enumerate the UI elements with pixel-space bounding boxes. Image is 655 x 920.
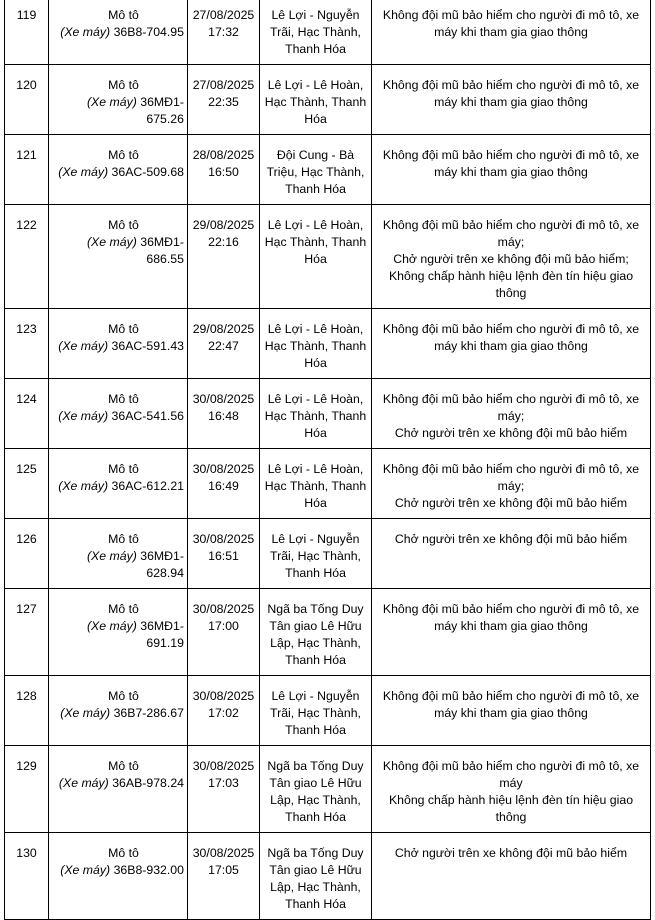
vehicle-type: Mô tô: [108, 148, 139, 162]
violation-date: 28/08/2025: [192, 148, 255, 162]
violation-cell: [372, 833, 651, 920]
vehicle-type: Mô tô: [108, 759, 139, 773]
location-line: Lê Lợi - Nguyễn: [271, 8, 360, 22]
table-row: [5, 135, 651, 205]
vehicle-cell: [49, 449, 188, 519]
location-line: Thanh Hóa: [285, 810, 346, 824]
location-cell: [260, 205, 372, 309]
violation-date: 30/08/2025: [192, 759, 255, 773]
violation-line: Không đội mũ bảo hiểm cho người đi mô tô, xe: [382, 322, 640, 336]
location-cell: [260, 449, 372, 519]
row-number: 125: [5, 449, 49, 519]
violation-time: 22:47: [208, 339, 239, 353]
table-row: [5, 309, 651, 379]
row-number: 122: [5, 205, 49, 309]
table-row: [5, 589, 651, 676]
violation-line: Không đội mũ bảo hiểm cho người đi mô tô, xe: [382, 8, 640, 22]
violation-line: máy;: [497, 479, 525, 493]
vehicle-label: (Xe máy): [60, 706, 111, 720]
violation-line: Không đội mũ bảo hiểm cho người đi mô tô, xe: [382, 759, 640, 773]
vehicle-cell: [49, 65, 188, 135]
vehicle-cell: [49, 135, 188, 205]
time-cell: [188, 519, 260, 589]
location-cell: [260, 65, 372, 135]
vehicle-cell: [49, 676, 188, 746]
location-line: Hóa: [304, 496, 327, 510]
time-cell: [188, 205, 260, 309]
violation-line: máy khi tham gia giao thông: [434, 95, 588, 109]
location-line: Ngã ba Tống Duy: [267, 759, 364, 773]
vehicle-label: (Xe máy): [58, 776, 109, 790]
violation-cell: [372, 0, 651, 65]
location-line: Đội Cung - Bà: [276, 148, 355, 162]
violation-line: Chở người trên xe không đội mũ bảo hiểm: [394, 426, 628, 440]
row-number: 128: [5, 676, 49, 746]
violation-date: 29/08/2025: [192, 322, 255, 336]
location-line: Lê Lợi - Lê Hoàn,: [267, 78, 364, 92]
vehicle-label: (Xe máy): [58, 339, 109, 353]
time-cell: [188, 746, 260, 833]
violation-line: máy khi tham gia giao thông: [434, 339, 588, 353]
table-row: [5, 449, 651, 519]
violation-cell: [372, 449, 651, 519]
time-cell: [188, 65, 260, 135]
location-line: Tân giao Lê Hữu: [269, 619, 362, 633]
row-number: 123: [5, 309, 49, 379]
vehicle-cell: [49, 833, 188, 920]
time-cell: [188, 589, 260, 676]
vehicle-label: (Xe máy): [86, 95, 137, 109]
violation-line: Không chấp hành hiệu lệnh đèn tín hiệu giao thông: [388, 793, 634, 824]
violation-time: 17:00: [208, 619, 239, 633]
row-number: 130: [5, 833, 49, 920]
location-line: Lê Lợi - Lê Hoàn,: [267, 218, 364, 232]
license-plate: 36MĐ1-628.94: [140, 549, 184, 580]
violation-date: 27/08/2025: [192, 8, 255, 22]
location-line: Hóa: [304, 356, 327, 370]
location-line: Hóa: [304, 252, 327, 266]
location-line: Hóa: [304, 112, 327, 126]
location-cell: [260, 309, 372, 379]
violation-line: máy khi tham gia giao thông: [434, 706, 588, 720]
location-line: Thanh Hóa: [285, 723, 346, 737]
vehicle-type: Mô tô: [108, 532, 139, 546]
vehicle-cell: [49, 589, 188, 676]
violation-date: 30/08/2025: [192, 689, 255, 703]
location-line: Hạc Thành, Thanh: [264, 95, 367, 109]
violation-date: 30/08/2025: [192, 462, 255, 476]
vehicle-cell: [49, 0, 188, 65]
violation-line: Chở người trên xe không đội mũ bảo hiểm: [394, 532, 628, 546]
violation-line: máy: [499, 776, 523, 790]
time-cell: [188, 833, 260, 920]
vehicle-label: (Xe máy): [86, 619, 137, 633]
vehicle-cell: [49, 519, 188, 589]
violation-time: 22:16: [208, 235, 239, 249]
location-line: Ngã ba Tống Duy: [267, 602, 364, 616]
violation-cell: [372, 135, 651, 205]
time-cell: [188, 379, 260, 449]
vehicle-label: (Xe máy): [86, 235, 137, 249]
license-plate: 36B8-932.00: [113, 863, 184, 877]
violation-cell: [372, 205, 651, 309]
time-cell: [188, 0, 260, 65]
location-line: Thanh Hóa: [285, 182, 346, 196]
vehicle-type: Mô tô: [108, 602, 139, 616]
location-line: Trãi, Hạc Thành,: [270, 706, 361, 720]
table-row: [5, 205, 651, 309]
table-row: [5, 746, 651, 833]
vehicle-label: (Xe máy): [60, 863, 111, 877]
license-plate: 36AC-591.43: [111, 339, 184, 353]
violation-time: 17:03: [208, 776, 239, 790]
row-number: 124: [5, 379, 49, 449]
location-line: Hạc Thành, Thanh: [264, 409, 367, 423]
location-line: Hạc Thành, Thanh: [264, 235, 367, 249]
location-cell: [260, 135, 372, 205]
table-row: [5, 65, 651, 135]
location-line: Hóa: [304, 426, 327, 440]
violation-line: Chở người trên xe không đội mũ bảo hiểm: [394, 846, 628, 860]
location-line: Tân giao Lê Hữu: [269, 776, 362, 790]
row-number: 120: [5, 65, 49, 135]
time-cell: [188, 135, 260, 205]
vehicle-label: (Xe máy): [60, 25, 111, 39]
violation-line: Không đội mũ bảo hiểm cho người đi mô tô, xe: [382, 218, 640, 232]
location-line: Lê Lợi - Lê Hoàn,: [267, 392, 364, 406]
location-line: Thanh Hóa: [285, 653, 346, 667]
location-cell: [260, 519, 372, 589]
violation-line: máy;: [497, 409, 525, 423]
violation-line: Không đội mũ bảo hiểm cho người đi mô tô, xe: [382, 462, 640, 476]
location-cell: [260, 833, 372, 920]
violation-time: 16:51: [208, 549, 239, 563]
location-cell: [260, 379, 372, 449]
vehicle-cell: [49, 309, 188, 379]
violation-time: 16:50: [208, 165, 239, 179]
violation-date: 30/08/2025: [192, 532, 255, 546]
location-line: Lê Lợi - Lê Hoàn,: [267, 322, 364, 336]
license-plate: 36AC-509.68: [111, 165, 184, 179]
location-line: Lập, Hạc Thành,: [270, 793, 361, 807]
license-plate: 36AB-978.24: [112, 776, 184, 790]
violation-line: Chở người trên xe không đội mũ bảo hiểm;: [393, 252, 629, 266]
row-number: 121: [5, 135, 49, 205]
vehicle-cell: [49, 746, 188, 833]
table-row: [5, 833, 651, 920]
license-plate: 36MĐ1-686.55: [140, 235, 184, 266]
violation-date: 29/08/2025: [192, 218, 255, 232]
time-cell: [188, 449, 260, 519]
vehicle-label: (Xe máy): [58, 409, 109, 423]
vehicle-type: Mô tô: [108, 392, 139, 406]
violation-time: 22:35: [208, 95, 239, 109]
time-cell: [188, 309, 260, 379]
violation-line: Không chấp hành hiệu lệnh đèn tín hiệu giao thông: [388, 269, 634, 300]
violation-date: 30/08/2025: [192, 602, 255, 616]
location-line: Lê Lợi - Lê Hoàn,: [267, 462, 364, 476]
time-cell: [188, 676, 260, 746]
location-line: Lê Lợi - Nguyễn: [271, 689, 360, 703]
violation-line: máy khi tham gia giao thông: [434, 165, 588, 179]
violation-line: Không đội mũ bảo hiểm cho người đi mô tô, xe: [382, 148, 640, 162]
violation-time: 16:49: [208, 479, 239, 493]
vehicle-type: Mô tô: [108, 689, 139, 703]
violation-cell: [372, 379, 651, 449]
table-row: [5, 519, 651, 589]
location-line: Lập, Hạc Thành,: [270, 636, 361, 650]
violation-line: máy khi tham gia giao thông: [434, 619, 588, 633]
vehicle-type: Mô tô: [108, 218, 139, 232]
violation-date: 30/08/2025: [192, 392, 255, 406]
violation-line: Không đội mũ bảo hiểm cho người đi mô tô, xe: [382, 78, 640, 92]
violation-time: 17:32: [208, 25, 239, 39]
row-number: 126: [5, 519, 49, 589]
violation-time: 17:02: [208, 706, 239, 720]
location-line: Thanh Hóa: [285, 566, 346, 580]
violation-date: 30/08/2025: [192, 846, 255, 860]
violation-time: 17:05: [208, 863, 239, 877]
violation-line: máy khi tham gia giao thông: [434, 25, 588, 39]
location-line: Ngã ba Tống Duy: [267, 846, 364, 860]
location-line: Thanh Hóa: [285, 897, 346, 911]
location-line: Trãi, Hạc Thành,: [270, 25, 361, 39]
vehicle-label: (Xe máy): [58, 165, 109, 179]
license-plate: 36AC-541.56: [111, 409, 184, 423]
location-line: Hạc Thành, Thanh: [264, 479, 367, 493]
violation-time: 16:48: [208, 409, 239, 423]
row-number: 119: [5, 0, 49, 65]
location-line: Lập, Hạc Thành,: [270, 880, 361, 894]
row-number: 127: [5, 589, 49, 676]
vehicle-label: (Xe máy): [58, 479, 109, 493]
vehicle-type: Mô tô: [108, 322, 139, 336]
table-row: [5, 379, 651, 449]
vehicle-label: (Xe máy): [86, 549, 137, 563]
violation-cell: [372, 589, 651, 676]
violation-line: Không đội mũ bảo hiểm cho người đi mô tô, xe: [382, 392, 640, 406]
table-row: [5, 0, 651, 65]
location-line: Lê Lợi - Nguyễn: [271, 532, 360, 546]
license-plate: 36B8-704.95: [113, 25, 184, 39]
violation-cell: [372, 519, 651, 589]
vehicle-type: Mô tô: [108, 78, 139, 92]
location-line: Triệu, Hạc Thành,: [266, 165, 365, 179]
violation-line: Không đội mũ bảo hiểm cho người đi mô tô, xe: [382, 689, 640, 703]
location-line: Trãi, Hạc Thành,: [270, 549, 361, 563]
violation-cell: [372, 676, 651, 746]
license-plate: 36B7-286.67: [113, 706, 184, 720]
vehicle-type: Mô tô: [108, 462, 139, 476]
location-cell: [260, 0, 372, 65]
vehicle-type: Mô tô: [108, 8, 139, 22]
license-plate: 36MĐ1-675.26: [140, 95, 184, 126]
license-plate: 36MĐ1-691.19: [140, 619, 184, 650]
violations-table-body: [5, 0, 651, 920]
location-line: Tân giao Lê Hữu: [269, 863, 362, 877]
violation-line: Chở người trên xe không đội mũ bảo hiểm: [394, 496, 628, 510]
license-plate: 36AC-612.21: [111, 479, 184, 493]
table-row: [5, 676, 651, 746]
violation-cell: [372, 746, 651, 833]
violation-line: máy;: [497, 235, 525, 249]
violation-line: Không đội mũ bảo hiểm cho người đi mô tô, xe: [382, 602, 640, 616]
vehicle-cell: [49, 379, 188, 449]
violation-date: 27/08/2025: [192, 78, 255, 92]
location-line: Hạc Thành, Thanh: [264, 339, 367, 353]
location-cell: [260, 746, 372, 833]
location-cell: [260, 676, 372, 746]
violation-cell: [372, 309, 651, 379]
row-number: 129: [5, 746, 49, 833]
location-cell: [260, 589, 372, 676]
vehicle-type: Mô tô: [108, 846, 139, 860]
violations-table: [4, 0, 651, 920]
violation-cell: [372, 65, 651, 135]
vehicle-cell: [49, 205, 188, 309]
location-line: Thanh Hóa: [285, 42, 346, 56]
